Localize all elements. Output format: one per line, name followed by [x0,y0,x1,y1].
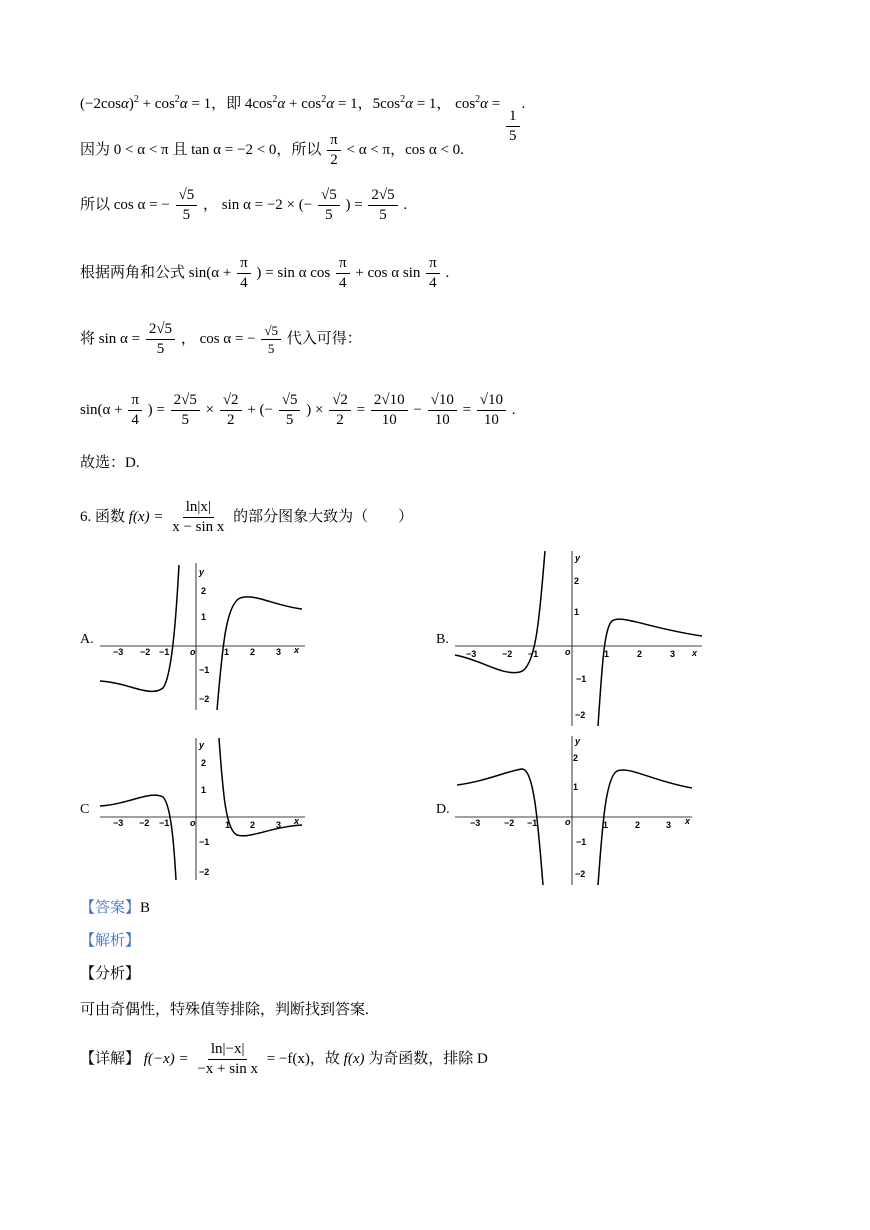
answer-value: B [140,900,151,916]
origin-label: o [190,647,196,657]
curve [598,619,702,726]
graph-b[interactable] [452,548,707,728]
origin-label: o [565,817,571,827]
y-axis-label: y [199,740,205,750]
y-tick: −2 [199,694,210,704]
y-tick: 2 [574,576,580,586]
x-axis-label: x [692,648,698,658]
y-tick: −1 [576,674,587,684]
y-tick: 1 [574,607,580,617]
x-tick: −2 [502,649,513,659]
x-tick: −1 [159,818,170,828]
x-tick: 2 [637,649,643,659]
x-axis-label: x [294,645,300,655]
y-axis-label: y [575,736,581,746]
x-tick: −1 [527,818,538,828]
y-tick: 2 [201,586,207,596]
x-tick: 2 [250,647,256,657]
y-tick: −2 [575,710,586,720]
curve [100,795,176,880]
fenxi-text: 可由奇偶性，特殊值等排除，判断找到答案. [80,1002,369,1018]
y-tick: 2 [201,758,207,768]
x-tick: 3 [670,649,676,659]
y-axis-label: y [199,567,205,577]
option-b-label[interactable]: B. [436,632,449,647]
graph-c[interactable] [95,735,310,883]
question-number: 6. [80,508,92,525]
x-tick: −3 [470,818,481,828]
y-tick: −2 [575,869,586,879]
y-tick: −1 [199,837,210,847]
curve [100,565,179,691]
y-axis-label: y [575,553,581,563]
curve [217,597,302,710]
x-tick: 1 [224,647,230,657]
solution-line-1: $(-2\cos\alpha)^2 + \cos^2\alpha = 1$，即 $4\cos^2\alpha + \cos^2\alpha = 1$，$5\cos^2\alpha = 1$， $\cos^2\alpha$ = $\frac{1}{5}$ . [80,94,526,144]
x-tick: −3 [466,649,477,659]
curve [598,770,692,885]
answer-tag: 【答案】 [80,900,141,916]
x-tick: −2 [504,818,515,828]
solution-line-6: sin(α + $\frac{\pi}{4}$ ) = $\frac{2√5}{5}$ × $\frac{√2}{2}$ + (− $\frac{√5}{5}$ ) × $\frac{√2}{2}$ = $\frac{2√10}{10}$ − $\frac{√10}{10}$ = $\frac{√10}{10}$ . [80,392,516,428]
solution-line-5: 将 sin α = $\frac{2√5}{5}$ ， cos α = − $\frac{√5}{5}$ 代入可得： [80,321,362,357]
y-tick: −1 [199,665,210,675]
x-tick: −1 [159,647,170,657]
y-tick: 1 [201,612,207,622]
x-tick: 3 [666,820,672,830]
x-axis-label: x [685,816,691,826]
curve [219,738,302,836]
x-axis-label: x [294,816,300,826]
solution-line-3: 所以 cos α = − $\frac{√5}{5}$ ， sin α = −2 × (− $\frac{√5}{5}$ ) = $\frac{2√5}{5}$ . [80,187,408,223]
detail-line: 【详解】 f(−x) = $\frac{\ln|-x|}{\text{−x + sin x}}$ = −f(x)，故 f(x) 为奇函数，排除 D [80,1041,488,1077]
y-tick: 1 [201,785,207,795]
x-tick: 1 [604,649,610,659]
option-c-label[interactable]: C [80,802,90,817]
answer-line [80,901,150,916]
x-tick: 3 [276,820,282,830]
y-tick: −2 [199,867,210,877]
y-tick: 1 [573,782,579,792]
fenxi-title: 【分析】 [80,966,141,982]
graph-d[interactable] [452,733,697,888]
x-tick: −3 [113,818,124,828]
graph-a[interactable] [95,560,310,715]
option-d-label[interactable]: D. [436,802,450,817]
origin-label: o [190,818,196,828]
option-a-label[interactable]: A. [80,632,94,647]
question-6: 6. 函数 f(x) = $\frac{\ln|x|}{\text{x − sin x}}$ 的部分图象大致为（ ） [80,499,414,535]
x-tick: 2 [635,820,641,830]
solution-line-2: 因为 0 < α < π 且 tan α = −2 < 0，所以 $\frac{\pi}{2}$ < α < π，cos α < 0. [80,132,464,168]
solution-conclusion: 故选：D. [80,455,140,471]
origin-label: o [565,647,571,657]
x-tick: 1 [225,820,231,830]
y-tick: 2 [573,753,579,763]
x-tick: −2 [140,647,151,657]
solution-line-4: 根据两角和公式 sin(α + $\frac{\pi}{4}$ ) = sin α cos $\frac{\pi}{4}$ + cos α sin $\frac{\pi}{4}$ . [80,255,450,291]
y-tick: −1 [576,837,587,847]
analysis-tag: 【解析】 [80,933,141,949]
x-tick: 2 [250,820,256,830]
x-tick: 3 [276,647,282,657]
x-tick: −2 [139,818,150,828]
x-tick: −1 [528,649,539,659]
x-tick: 1 [603,820,609,830]
x-tick: −3 [113,647,124,657]
